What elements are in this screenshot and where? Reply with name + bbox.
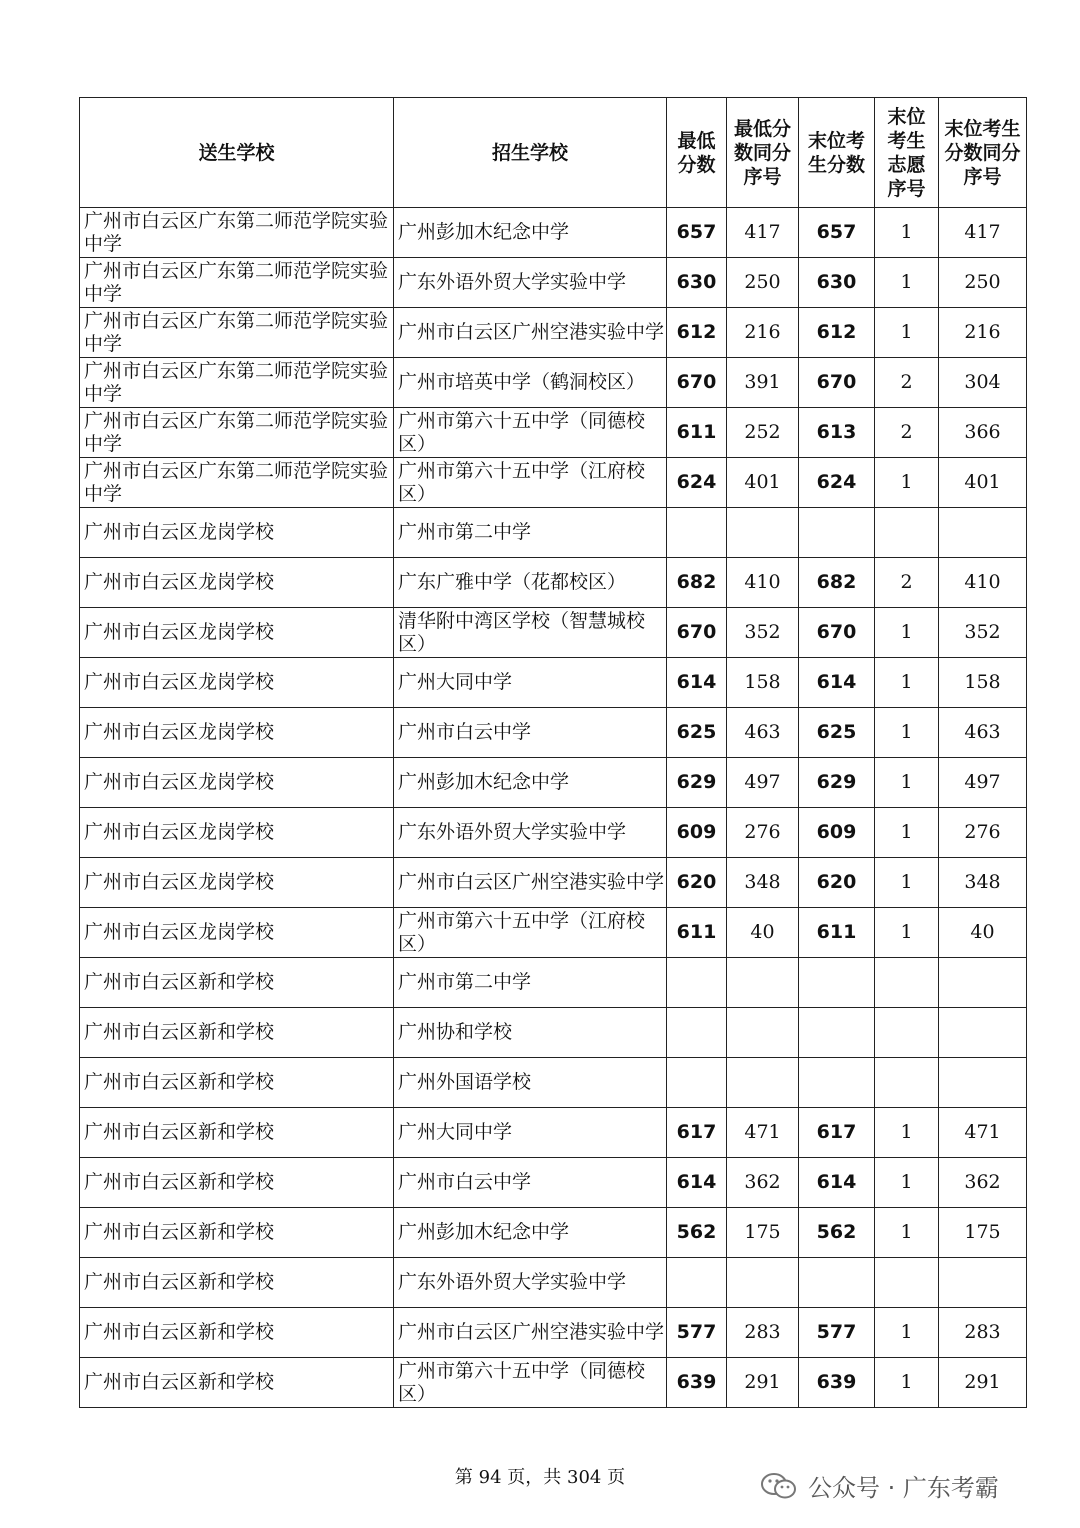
table-row xyxy=(80,658,1027,708)
cell-sending-school: 广州市白云区新和学校 xyxy=(80,1008,394,1058)
cell-last-score-rank xyxy=(939,508,1027,558)
cell-min-score: 614 xyxy=(667,1158,727,1208)
cell-sending-school: 广州市白云区广东第二师范学院实验中学 xyxy=(80,308,394,358)
table-row xyxy=(80,408,1027,458)
cell-min-score-rank: 401 xyxy=(727,458,799,508)
cell-sending-school: 广州市白云区龙岗学校 xyxy=(80,758,394,808)
cell-last-choice-order: 1 xyxy=(875,208,939,258)
cell-min-score: 670 xyxy=(667,608,727,658)
table-row xyxy=(80,1258,1027,1308)
cell-last-choice-order: 1 xyxy=(875,308,939,358)
cell-last-score-rank: 348 xyxy=(939,858,1027,908)
table-row xyxy=(80,1358,1027,1408)
cell-min-score: 611 xyxy=(667,908,727,958)
cell-min-score-rank xyxy=(727,1008,799,1058)
cell-last-score-rank: 250 xyxy=(939,258,1027,308)
table-row xyxy=(80,1008,1027,1058)
cell-min-score: 630 xyxy=(667,258,727,308)
cell-min-score: 639 xyxy=(667,1358,727,1408)
table-row xyxy=(80,1158,1027,1208)
cell-sending-school: 广州市白云区龙岗学校 xyxy=(80,558,394,608)
cell-sending-school: 广州市白云区龙岗学校 xyxy=(80,908,394,958)
cell-last-choice-order xyxy=(875,508,939,558)
cell-last-choice-order: 1 xyxy=(875,808,939,858)
table-row xyxy=(80,308,1027,358)
cell-last-score: 629 xyxy=(799,758,875,808)
cell-last-score-rank: 158 xyxy=(939,658,1027,708)
cell-admitting-school: 广州市培英中学（鹤洞校区） xyxy=(394,358,667,408)
cell-sending-school: 广州市白云区广东第二师范学院实验中学 xyxy=(80,258,394,308)
cell-sending-school: 广州市白云区广东第二师范学院实验中学 xyxy=(80,408,394,458)
cell-last-score-rank xyxy=(939,1058,1027,1108)
cell-last-choice-order: 1 xyxy=(875,1308,939,1358)
cell-min-score: 682 xyxy=(667,558,727,608)
cell-last-choice-order xyxy=(875,958,939,1008)
header-last-score-rank: 末位考生分数同分序号 xyxy=(939,98,1027,208)
cell-admitting-school: 广州大同中学 xyxy=(394,1108,667,1158)
cell-min-score-rank: 291 xyxy=(727,1358,799,1408)
cell-last-choice-order: 1 xyxy=(875,1158,939,1208)
cell-sending-school: 广州市白云区龙岗学校 xyxy=(80,508,394,558)
cell-admitting-school: 广州市白云区广州空港实验中学 xyxy=(394,858,667,908)
header-admitting-school: 招生学校 xyxy=(394,98,667,208)
cell-min-score: 629 xyxy=(667,758,727,808)
cell-last-choice-order: 1 xyxy=(875,908,939,958)
cell-last-choice-order: 1 xyxy=(875,758,939,808)
cell-last-score-rank: 497 xyxy=(939,758,1027,808)
cell-min-score-rank: 40 xyxy=(727,908,799,958)
table-row xyxy=(80,758,1027,808)
cell-admitting-school: 广州市白云中学 xyxy=(394,1158,667,1208)
cell-min-score: 657 xyxy=(667,208,727,258)
cell-min-score xyxy=(667,508,727,558)
cell-admitting-school: 广州外国语学校 xyxy=(394,1058,667,1108)
cell-admitting-school: 广州市第二中学 xyxy=(394,958,667,1008)
cell-sending-school: 广州市白云区新和学校 xyxy=(80,1158,394,1208)
cell-last-score-rank xyxy=(939,1008,1027,1058)
cell-last-score-rank xyxy=(939,1258,1027,1308)
cell-admitting-school: 广州大同中学 xyxy=(394,658,667,708)
cell-last-score-rank: 283 xyxy=(939,1308,1027,1358)
cell-admitting-school: 广州市第六十五中学（江府校区） xyxy=(394,458,667,508)
cell-last-score: 639 xyxy=(799,1358,875,1408)
cell-last-score xyxy=(799,1258,875,1308)
cell-last-score-rank xyxy=(939,958,1027,1008)
cell-min-score-rank xyxy=(727,508,799,558)
cell-last-choice-order: 1 xyxy=(875,708,939,758)
cell-min-score-rank: 471 xyxy=(727,1108,799,1158)
header-min-score: 最低分数 xyxy=(667,98,727,208)
cell-min-score-rank: 252 xyxy=(727,408,799,458)
cell-last-score-rank: 291 xyxy=(939,1358,1027,1408)
cell-last-score: 670 xyxy=(799,358,875,408)
cell-sending-school: 广州市白云区新和学校 xyxy=(80,1208,394,1258)
cell-min-score-rank: 283 xyxy=(727,1308,799,1358)
cell-last-choice-order: 1 xyxy=(875,258,939,308)
cell-last-score xyxy=(799,1058,875,1108)
cell-last-score: 620 xyxy=(799,858,875,908)
cell-last-choice-order xyxy=(875,1008,939,1058)
table-row xyxy=(80,208,1027,258)
cell-admitting-school: 广东外语外贸大学实验中学 xyxy=(394,258,667,308)
cell-min-score: 609 xyxy=(667,808,727,858)
cell-min-score-rank: 391 xyxy=(727,358,799,408)
header-sending-school: 送生学校 xyxy=(80,98,394,208)
cell-admitting-school: 广州市第六十五中学（同德校区） xyxy=(394,408,667,458)
cell-sending-school: 广州市白云区新和学校 xyxy=(80,958,394,1008)
cell-min-score-rank: 497 xyxy=(727,758,799,808)
cell-sending-school: 广州市白云区广东第二师范学院实验中学 xyxy=(80,458,394,508)
cell-last-choice-order: 1 xyxy=(875,658,939,708)
cell-min-score-rank: 216 xyxy=(727,308,799,358)
cell-last-score-rank: 40 xyxy=(939,908,1027,958)
header-last-score: 末位考生分数 xyxy=(799,98,875,208)
cell-min-score: 617 xyxy=(667,1108,727,1158)
cell-admitting-school: 广州市白云区广州空港实验中学 xyxy=(394,1308,667,1358)
table-header-row xyxy=(80,98,1027,208)
cell-admitting-school: 广州市白云中学 xyxy=(394,708,667,758)
header-last-choice-order: 末位考生志愿序号 xyxy=(875,98,939,208)
cell-admitting-school: 广州市第六十五中学（同德校区） xyxy=(394,1358,667,1408)
cell-last-score-rank: 276 xyxy=(939,808,1027,858)
cell-admitting-school: 广东广雅中学（花都校区） xyxy=(394,558,667,608)
cell-admitting-school: 清华附中湾区学校（智慧城校区） xyxy=(394,608,667,658)
cell-sending-school: 广州市白云区龙岗学校 xyxy=(80,808,394,858)
cell-last-score: 630 xyxy=(799,258,875,308)
cell-sending-school: 广州市白云区龙岗学校 xyxy=(80,658,394,708)
cell-last-score: 625 xyxy=(799,708,875,758)
table-row xyxy=(80,808,1027,858)
cell-last-score-rank: 304 xyxy=(939,358,1027,408)
cell-last-score-rank: 471 xyxy=(939,1108,1027,1158)
cell-last-score: 617 xyxy=(799,1108,875,1158)
cell-min-score-rank xyxy=(727,1058,799,1108)
table-row xyxy=(80,358,1027,408)
cell-last-score: 614 xyxy=(799,658,875,708)
cell-min-score: 670 xyxy=(667,358,727,408)
cell-min-score-rank xyxy=(727,958,799,1008)
header-min-score-rank: 最低分数同分序号 xyxy=(727,98,799,208)
cell-min-score xyxy=(667,1008,727,1058)
table-row xyxy=(80,958,1027,1008)
table-row xyxy=(80,508,1027,558)
table-row xyxy=(80,258,1027,308)
table-body xyxy=(80,208,1027,1408)
table-row xyxy=(80,1058,1027,1108)
cell-admitting-school: 广东外语外贸大学实验中学 xyxy=(394,808,667,858)
admission-score-table xyxy=(79,97,1027,1408)
cell-last-choice-order xyxy=(875,1058,939,1108)
cell-admitting-school: 广州彭加木纪念中学 xyxy=(394,1208,667,1258)
cell-min-score: 612 xyxy=(667,308,727,358)
cell-sending-school: 广州市白云区新和学校 xyxy=(80,1258,394,1308)
cell-last-score-rank: 352 xyxy=(939,608,1027,658)
cell-last-score-rank: 366 xyxy=(939,408,1027,458)
cell-min-score-rank: 463 xyxy=(727,708,799,758)
cell-last-score-rank: 417 xyxy=(939,208,1027,258)
cell-last-score: 562 xyxy=(799,1208,875,1258)
cell-last-score: 670 xyxy=(799,608,875,658)
cell-last-score-rank: 175 xyxy=(939,1208,1027,1258)
cell-min-score xyxy=(667,1058,727,1108)
cell-min-score-rank: 348 xyxy=(727,858,799,908)
cell-admitting-school: 广州彭加木纪念中学 xyxy=(394,208,667,258)
cell-last-score: 624 xyxy=(799,458,875,508)
cell-admitting-school: 广州市第二中学 xyxy=(394,508,667,558)
cell-min-score-rank: 276 xyxy=(727,808,799,858)
table-row xyxy=(80,858,1027,908)
cell-min-score: 562 xyxy=(667,1208,727,1258)
watermark xyxy=(760,1468,999,1503)
cell-last-score: 609 xyxy=(799,808,875,858)
cell-last-choice-order: 1 xyxy=(875,858,939,908)
cell-last-score xyxy=(799,1008,875,1058)
cell-admitting-school: 广州彭加木纪念中学 xyxy=(394,758,667,808)
cell-sending-school: 广州市白云区新和学校 xyxy=(80,1058,394,1108)
cell-min-score xyxy=(667,958,727,1008)
cell-last-score xyxy=(799,958,875,1008)
cell-min-score: 625 xyxy=(667,708,727,758)
table-row xyxy=(80,608,1027,658)
watermark-text: 公众号 · 广东考霸 xyxy=(808,1474,999,1502)
cell-last-choice-order: 1 xyxy=(875,1358,939,1408)
cell-last-choice-order: 2 xyxy=(875,558,939,608)
cell-min-score: 577 xyxy=(667,1308,727,1358)
cell-last-score: 611 xyxy=(799,908,875,958)
cell-min-score-rank: 417 xyxy=(727,208,799,258)
cell-min-score-rank: 175 xyxy=(727,1208,799,1258)
cell-sending-school: 广州市白云区新和学校 xyxy=(80,1358,394,1408)
cell-last-score-rank: 216 xyxy=(939,308,1027,358)
cell-last-choice-order: 2 xyxy=(875,358,939,408)
cell-last-score: 613 xyxy=(799,408,875,458)
cell-min-score-rank: 410 xyxy=(727,558,799,608)
cell-admitting-school: 广州协和学校 xyxy=(394,1008,667,1058)
cell-min-score: 614 xyxy=(667,658,727,708)
cell-min-score-rank xyxy=(727,1258,799,1308)
cell-last-choice-order xyxy=(875,1258,939,1308)
cell-min-score-rank: 352 xyxy=(727,608,799,658)
cell-last-choice-order: 1 xyxy=(875,1108,939,1158)
table-row xyxy=(80,558,1027,608)
cell-last-choice-order: 2 xyxy=(875,408,939,458)
cell-last-choice-order: 1 xyxy=(875,608,939,658)
cell-sending-school: 广州市白云区龙岗学校 xyxy=(80,608,394,658)
cell-last-score-rank: 401 xyxy=(939,458,1027,508)
wechat-icon xyxy=(760,1472,798,1500)
cell-last-score xyxy=(799,508,875,558)
cell-admitting-school: 广东外语外贸大学实验中学 xyxy=(394,1258,667,1308)
page-footer: 第 94 页，共 304 页 xyxy=(454,1467,626,1488)
cell-min-score-rank: 250 xyxy=(727,258,799,308)
cell-min-score: 624 xyxy=(667,458,727,508)
cell-last-score: 612 xyxy=(799,308,875,358)
cell-sending-school: 广州市白云区新和学校 xyxy=(80,1308,394,1358)
cell-sending-school: 广州市白云区龙岗学校 xyxy=(80,708,394,758)
cell-last-score-rank: 463 xyxy=(939,708,1027,758)
cell-sending-school: 广州市白云区广东第二师范学院实验中学 xyxy=(80,208,394,258)
cell-sending-school: 广州市白云区新和学校 xyxy=(80,1108,394,1158)
table-row xyxy=(80,1208,1027,1258)
cell-last-score-rank: 362 xyxy=(939,1158,1027,1208)
table-row xyxy=(80,908,1027,958)
cell-last-score: 657 xyxy=(799,208,875,258)
cell-min-score xyxy=(667,1258,727,1308)
cell-last-choice-order: 1 xyxy=(875,458,939,508)
cell-admitting-school: 广州市白云区广州空港实验中学 xyxy=(394,308,667,358)
cell-min-score: 611 xyxy=(667,408,727,458)
cell-sending-school: 广州市白云区龙岗学校 xyxy=(80,858,394,908)
cell-last-choice-order: 1 xyxy=(875,1208,939,1258)
table-row xyxy=(80,458,1027,508)
cell-min-score-rank: 158 xyxy=(727,658,799,708)
cell-last-score: 577 xyxy=(799,1308,875,1358)
cell-min-score-rank: 362 xyxy=(727,1158,799,1208)
cell-last-score: 614 xyxy=(799,1158,875,1208)
cell-last-score-rank: 410 xyxy=(939,558,1027,608)
table-row xyxy=(80,1308,1027,1358)
cell-min-score: 620 xyxy=(667,858,727,908)
cell-admitting-school: 广州市第六十五中学（江府校区） xyxy=(394,908,667,958)
cell-sending-school: 广州市白云区广东第二师范学院实验中学 xyxy=(80,358,394,408)
table-row xyxy=(80,708,1027,758)
cell-last-score: 682 xyxy=(799,558,875,608)
table-row xyxy=(80,1108,1027,1158)
